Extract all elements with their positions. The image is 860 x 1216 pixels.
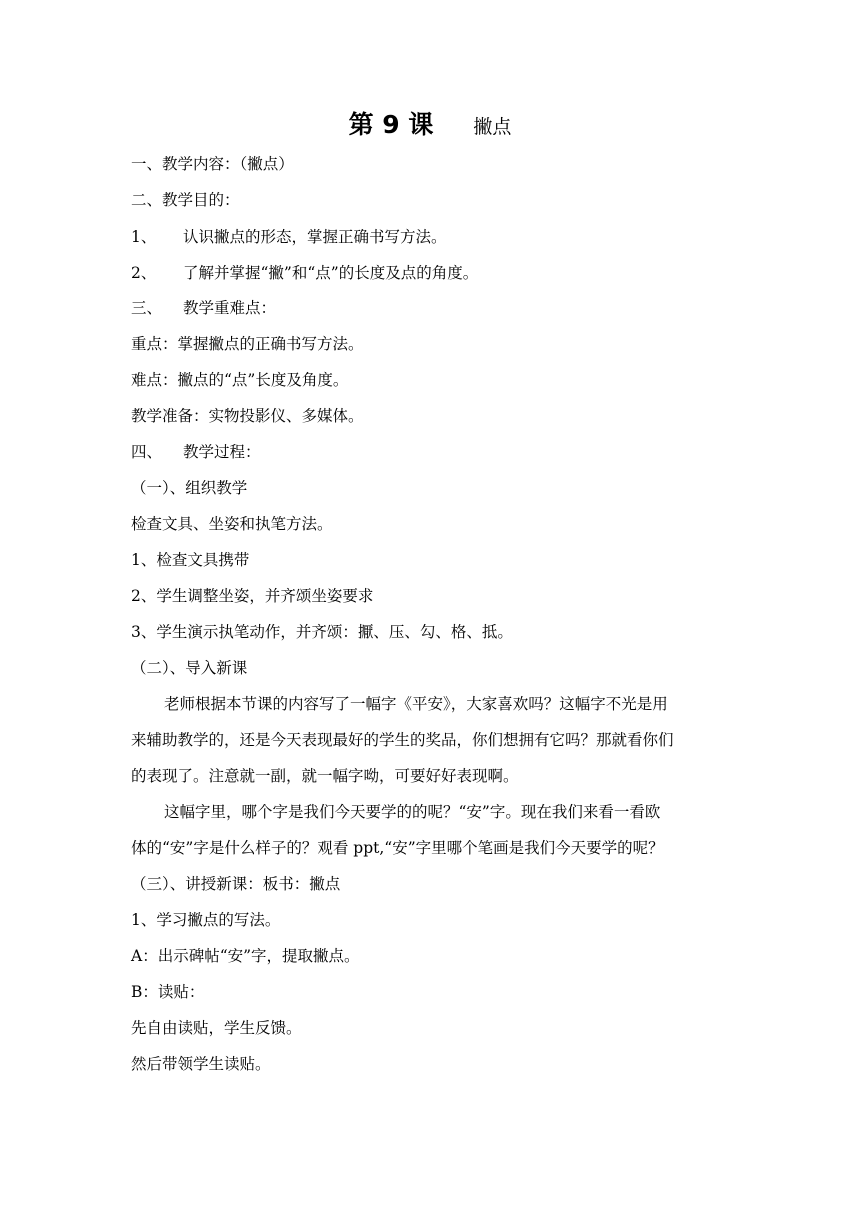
lesson-title <box>0 108 860 144</box>
section-3-text: 教学重难点： <box>183 299 277 317</box>
subsection-organize: （一）、组织教学 <box>131 479 248 497</box>
lesson-name: 撇点 <box>473 116 512 138</box>
step-1: 1、检查文具携带 <box>131 551 250 569</box>
step-a: A：出示碑帖“安”字，提取撇点。 <box>131 947 360 965</box>
learn-step-1: 1、学习撇点的写法。 <box>131 911 281 929</box>
goal-item-2 <box>131 262 751 284</box>
section-4-number: 四、 <box>131 443 163 461</box>
goal-item-2-text: 了解并掌握“撇”和“点”的长度及点的角度。 <box>183 264 479 282</box>
subsection-introduction: （二）、导入新课 <box>131 659 248 677</box>
key-point: 重点：掌握撇点的正确书写方法。 <box>131 335 364 353</box>
section-teaching-process <box>131 441 751 463</box>
goal-item-1-number: 1、 <box>131 228 157 246</box>
reading-guided: 然后带领学生读贴。 <box>131 1055 271 1073</box>
paragraph-intro-line-1: 老师根据本节课的内容写了一幅字《平安》，大家喜欢吗？这幅字不光是用 <box>164 695 668 713</box>
section-3-number: 三、 <box>131 299 163 317</box>
step-b: B：读贴： <box>131 983 205 1001</box>
difficult-point: 难点：撇点的“点”长度及角度。 <box>131 371 349 389</box>
paragraph-question-line-1: 这幅字里，哪个字是我们今天要学的的呢？“安”字。现在我们来看一看欧 <box>164 803 661 821</box>
section-4-text: 教学过程： <box>183 443 261 461</box>
subsection-new-lesson: （三）、讲授新课：板书：撇点 <box>131 875 341 893</box>
section-teaching-goals: 二、教学目的： <box>131 191 240 209</box>
paragraph-check: 检查文具、坐姿和执笔方法。 <box>131 515 333 533</box>
paragraph-question-line-2: 体的“安”字是什么样子的？观看 ppt,“安”字里哪个笔画是我们今天要学的呢？ <box>131 839 664 857</box>
lesson-number: 第 9 课 <box>348 110 434 139</box>
goal-item-1 <box>131 226 751 248</box>
reading-free: 先自由读贴，学生反馈。 <box>131 1019 302 1037</box>
section-teaching-content: 一、教学内容：（撇点） <box>131 155 294 173</box>
paragraph-intro-line-3: 的表现了。注意就一副，就一幅字呦，可要好好表现啊。 <box>131 767 519 785</box>
section-key-points <box>131 297 751 319</box>
goal-item-1-text: 认识撇点的形态，掌握正确书写方法。 <box>183 228 447 246</box>
paragraph-intro-line-2: 来辅助教学的，还是今天表现最好的学生的奖品，你们想拥有它吗？那就看你们 <box>131 731 674 749</box>
goal-item-2-number: 2、 <box>131 264 157 282</box>
step-2: 2、学生调整坐姿，并齐颂坐姿要求 <box>131 587 374 605</box>
step-3: 3、学生演示执笔动作，并齐颂：擫、压、勾、格、抵。 <box>131 623 513 641</box>
teaching-preparation: 教学准备：实物投影仪、多媒体。 <box>131 407 364 425</box>
